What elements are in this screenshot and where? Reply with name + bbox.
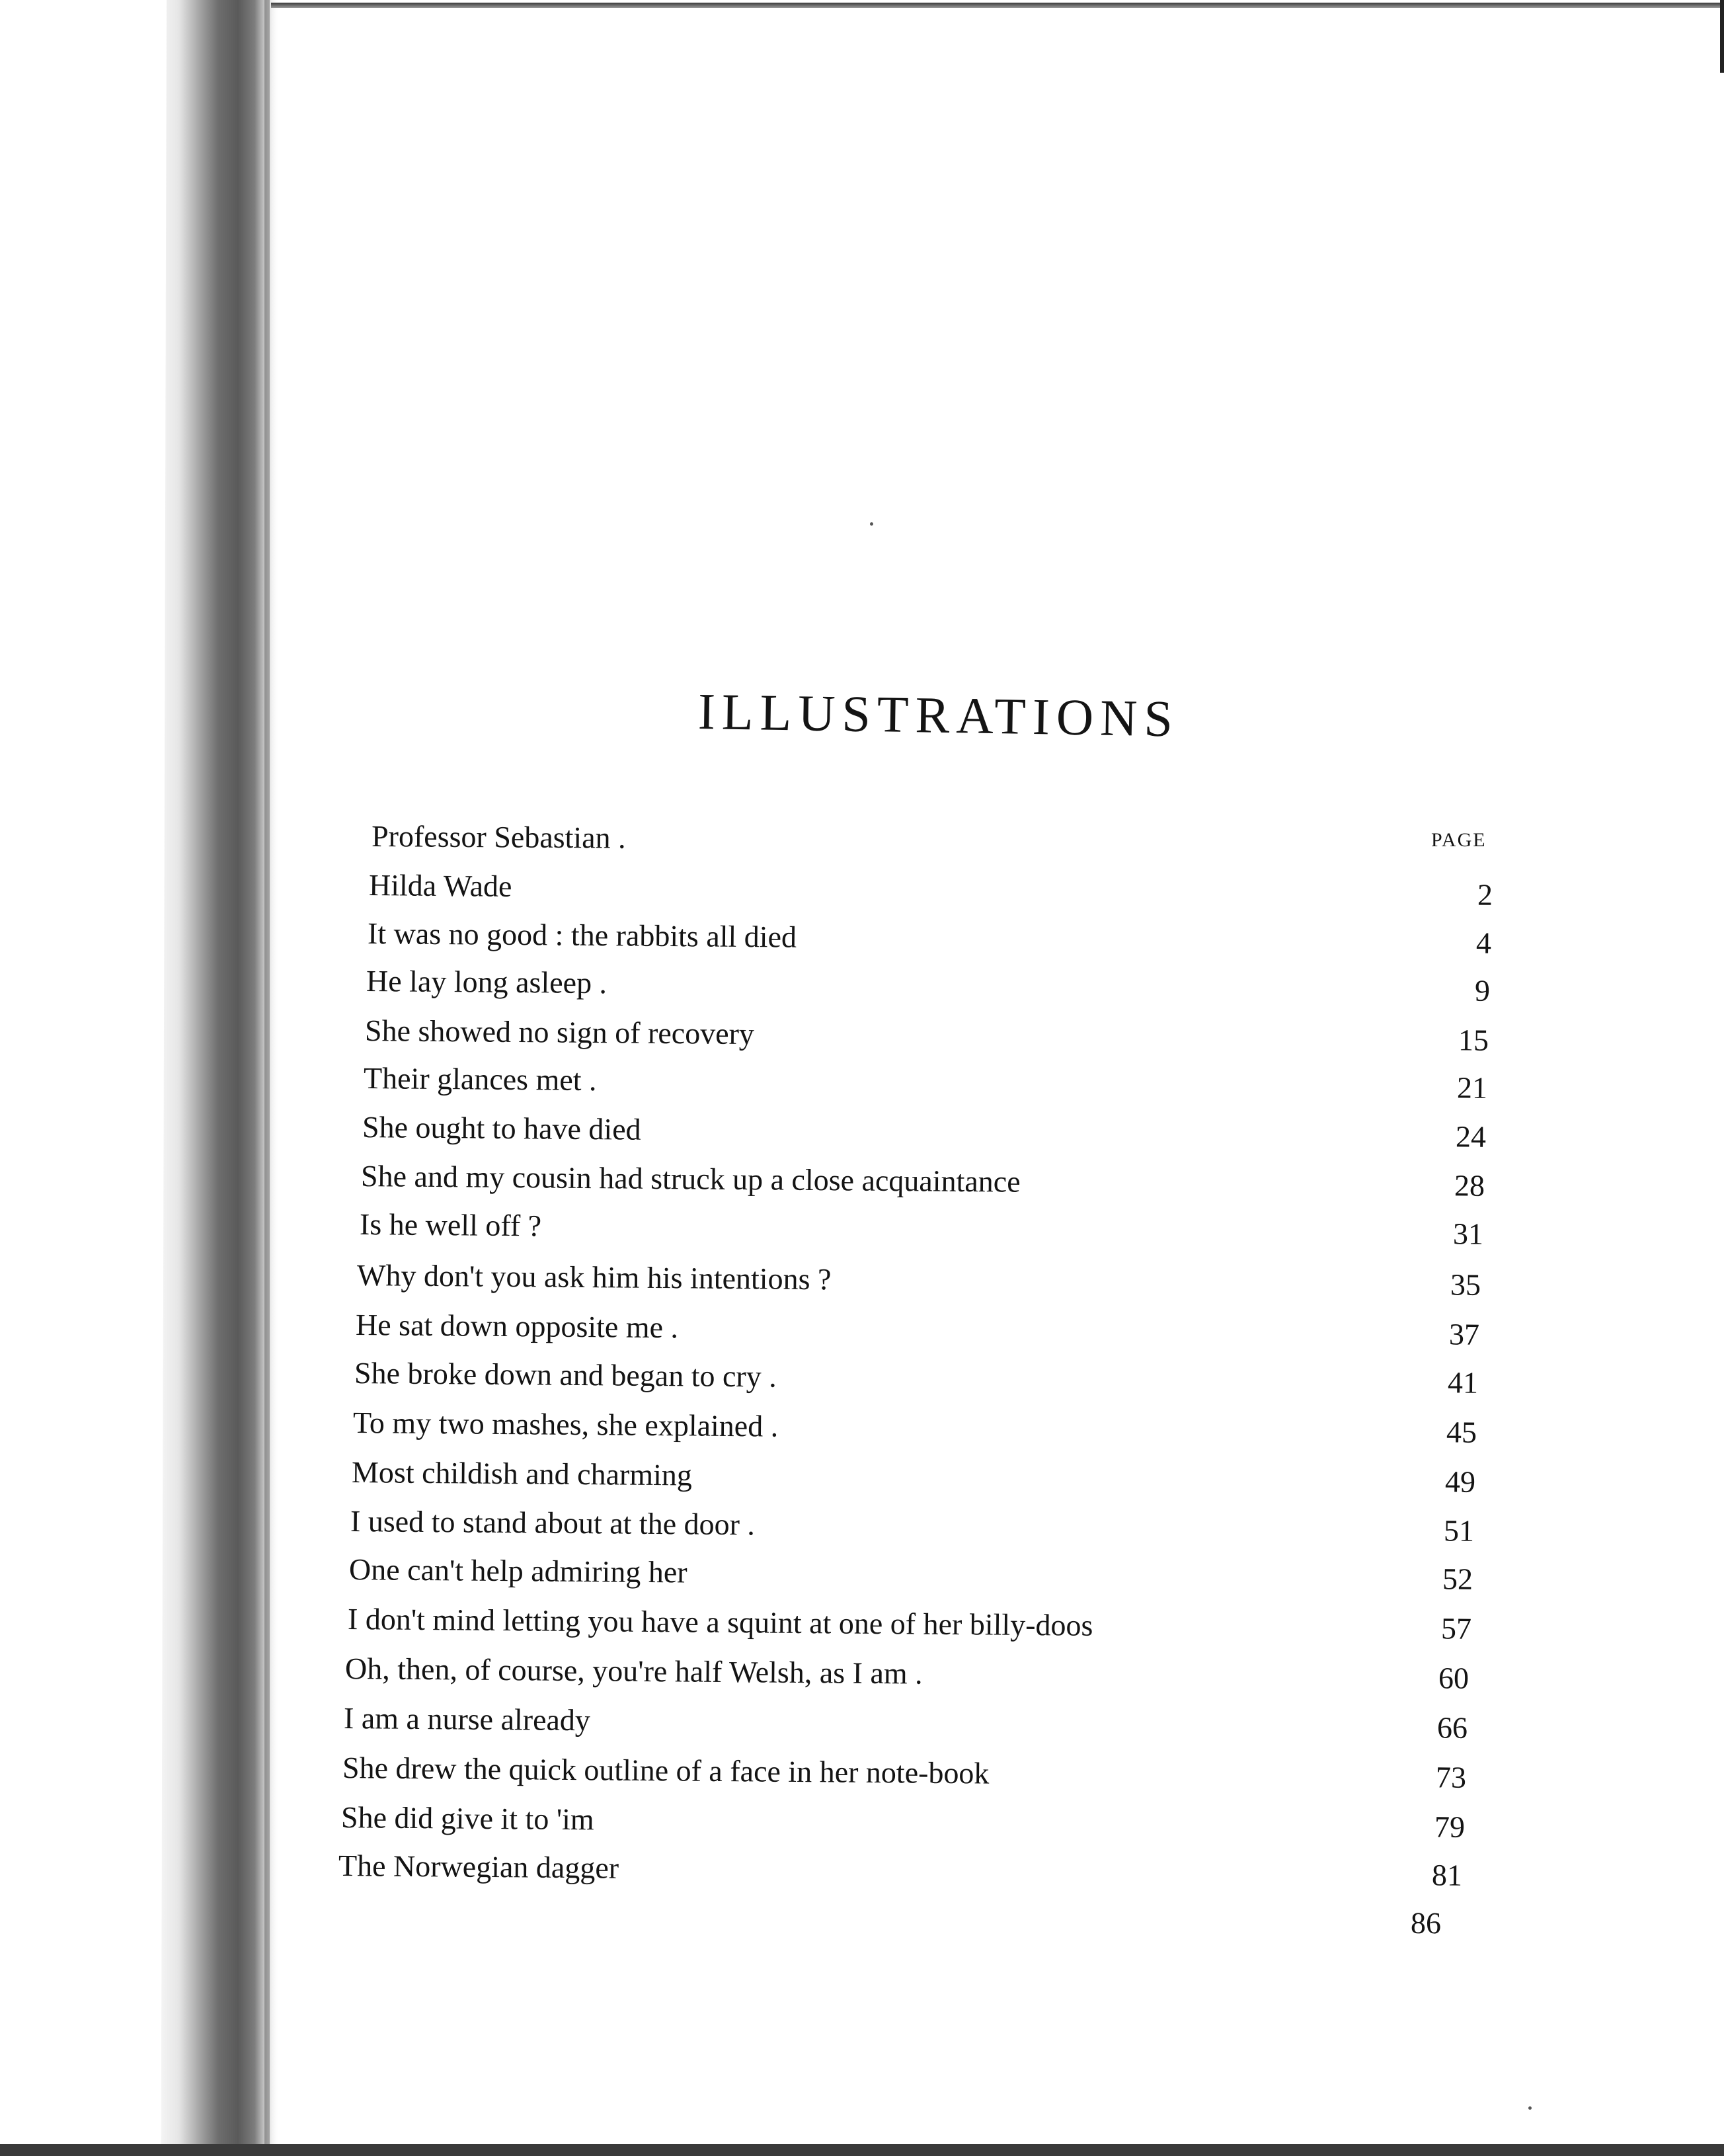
dot-leader <box>1003 1753 1399 1787</box>
list-item <box>362 1107 1487 1163</box>
entry-page: 57 <box>1440 1611 1472 1646</box>
entry-title: She did give it to 'im <box>340 1800 594 1837</box>
entry-title: The Norwegian dagger <box>338 1849 619 1885</box>
entry-page: 60 <box>1438 1661 1469 1695</box>
page-speck <box>870 522 873 526</box>
dot-leader <box>655 1109 1419 1146</box>
entry-page: 2 <box>1477 877 1493 912</box>
entry-page: 35 <box>1450 1267 1481 1302</box>
entry-page: 9 <box>1474 973 1491 1008</box>
list-item <box>354 1353 1479 1409</box>
list-item <box>341 1797 1466 1853</box>
entry-page: 49 <box>1444 1464 1476 1499</box>
list-item <box>344 1698 1468 1754</box>
list-item <box>349 1549 1473 1605</box>
entry-title: She drew the quick outline of a face in her note-book <box>342 1751 990 1790</box>
dot-leader <box>530 1895 1374 1933</box>
list-item <box>365 1010 1489 1066</box>
entry-page: 31 <box>1452 1217 1484 1251</box>
entry-title: She and my cousin had struck up a close acquaintance <box>360 1159 1021 1199</box>
entry-page: 21 <box>1456 1070 1488 1105</box>
list-item <box>364 1058 1488 1114</box>
entry-title: Oh, then, of course, you're half Welsh, as I am . <box>344 1652 923 1691</box>
entry-page: 28 <box>1454 1168 1485 1203</box>
entry-title: Is he well off ? <box>359 1207 542 1243</box>
entry-title: I used to stand about at the door . <box>350 1504 756 1542</box>
list-item <box>361 1156 1485 1212</box>
dot-leader <box>526 866 1425 904</box>
dot-leader <box>556 1206 1416 1244</box>
dot-leader <box>609 1800 1398 1837</box>
entry-title: One can't help admiring her <box>348 1552 687 1589</box>
entry-title: It was no good : the rabbits all died <box>367 916 797 954</box>
dot-leader <box>845 1259 1413 1294</box>
entry-title: She showed no sign of recovery <box>364 1014 755 1051</box>
entry-page: 73 <box>1435 1760 1467 1794</box>
entry-title: Hilda Wade <box>368 868 512 903</box>
dot-leader <box>811 917 1424 953</box>
entry-page: 52 <box>1442 1562 1473 1596</box>
dot-leader <box>793 1406 1409 1442</box>
entry-title: He lay long asleep . <box>366 964 607 1000</box>
dot-leader <box>769 1014 1421 1050</box>
entry-page: 37 <box>1448 1317 1480 1351</box>
list-item <box>342 1747 1467 1804</box>
entry-title: Their glances met . <box>363 1061 597 1098</box>
entry-page: 79 <box>1434 1810 1466 1844</box>
list-item <box>366 961 1491 1017</box>
list-item <box>353 1402 1477 1458</box>
list-item <box>348 1599 1472 1655</box>
entry-title: To my two mashes, she explained . <box>352 1406 779 1443</box>
entry-title: I don't mind letting you have a squint at one of her billy-doos <box>347 1602 1093 1642</box>
list-item <box>338 1845 1463 1901</box>
list-item <box>350 1501 1475 1557</box>
entry-page: 45 <box>1446 1415 1477 1449</box>
list-item <box>516 1895 1442 1949</box>
dot-leader <box>1107 1605 1404 1638</box>
entry-page: 24 <box>1455 1119 1487 1154</box>
list-item <box>369 865 1493 921</box>
list-item <box>352 1452 1476 1508</box>
entry-page: 15 <box>1458 1023 1489 1057</box>
list-item <box>372 818 1033 869</box>
list-item <box>356 1304 1480 1361</box>
entry-title: Why don't you ask him his intentions ? <box>356 1258 832 1297</box>
dot-leader <box>611 1060 1420 1098</box>
dot-leader <box>1035 1162 1417 1195</box>
dot-leader <box>707 1455 1408 1492</box>
dot-leader <box>937 1654 1402 1688</box>
dot-leader <box>701 1552 1405 1589</box>
entry-title: I am a nurse already <box>343 1701 591 1737</box>
entry-page: 51 <box>1443 1513 1475 1548</box>
page-speck <box>1528 2106 1532 2110</box>
entry-page: 4 <box>1475 926 1492 960</box>
dot-leader <box>769 1505 1407 1540</box>
dot-leader <box>693 1307 1412 1343</box>
entry-title: Professor Sebastian . <box>371 819 626 855</box>
entry-page: 66 <box>1436 1710 1468 1745</box>
dot-leader <box>633 1848 1395 1885</box>
dot-leader <box>621 963 1423 1000</box>
entry-title: She ought to have died <box>362 1110 641 1146</box>
dot-leader <box>605 1700 1400 1737</box>
list-item <box>357 1255 1481 1311</box>
entry-page: 86 <box>1410 1905 1442 1940</box>
list-item <box>360 1204 1484 1260</box>
entry-title: He sat down opposite me . <box>355 1308 679 1345</box>
entry-page: 41 <box>1447 1365 1479 1400</box>
entry-page: 81 <box>1431 1858 1463 1892</box>
entry-title: She broke down and began to cry . <box>354 1356 777 1394</box>
list-item <box>368 913 1492 969</box>
page-heading: ILLUSTRATIONS <box>697 682 1180 748</box>
list-item <box>345 1648 1469 1704</box>
dot-leader <box>791 1357 1411 1392</box>
page-column-label: PAGE <box>1431 829 1487 851</box>
entry-title: Most childish and charming <box>351 1455 693 1492</box>
